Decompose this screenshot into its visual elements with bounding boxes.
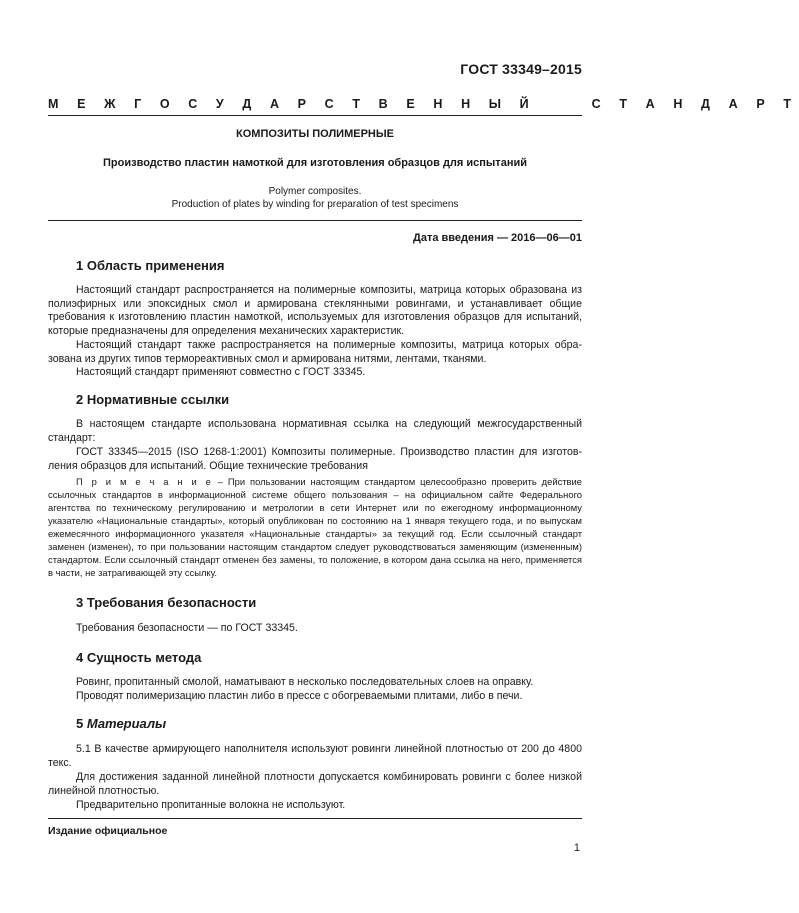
english-title-line-1: Polymer composites. — [268, 186, 362, 197]
section-2-heading: 2 Нормативные ссылки — [76, 392, 230, 407]
standard-subtitle: Производство пластин намоткой для изготовления образцов для испытаний — [103, 157, 527, 169]
standard-title: КОМПОЗИТЫ ПОЛИМЕРНЫЕ — [236, 128, 394, 140]
header-divider — [48, 115, 582, 116]
footer-divider — [48, 818, 582, 819]
section-5-heading-text: Материалы — [86, 716, 167, 731]
section-4-paragraph-1: Ровинг, пропитанный смолой, наматывают в несколько последовательных слоев на оправку. — [76, 676, 534, 688]
english-title-line-2: Production of plates by winding for preparation of test specimens — [171, 199, 459, 210]
section-4-paragraph-2: Проводят полимеризацию пластин либо в прессе с обогреваемыми плитами, либо в печи. — [76, 690, 523, 702]
document-number: ГОСТ 33349–2015 — [460, 61, 582, 77]
section-1-paragraph-1: Настоящий стандарт распространяется на полимерные композиты, матрица которых образована из полиэфирных или эпоксидных смол и армирована стеклянными ровингами, и устанавливает общие требования к изготовлению пластин намоткой, используемых для изготовления образцов для испытаний, которые предназначены для определения механических характеристик. — [48, 284, 582, 337]
edition-label: Издание официальное — [48, 825, 168, 837]
section-2-note — [48, 475, 582, 579]
section-5-paragraph-3: Предварительно пропитанные волокна не используют. — [76, 799, 346, 811]
section-2-paragraph-1: В настоящем стандарте использована нормативная ссылка на следующий межгосударственный стандарт: — [48, 418, 582, 444]
section-5-paragraph-2: Для достижения заданной линейной плотности допускается комбинировать ровинги с более низкой линейной плотностью. — [48, 771, 582, 797]
section-5-heading-number: 5 — [76, 716, 87, 731]
title-divider — [48, 220, 582, 221]
note-text: – При пользовании настоящим стандартом целесообразно проверить действие ссылочных стандартов в информационной системе общего пользования – на официальном сайте Федерального агентства по техническому регулированию и метрологии в сети Интернет или по ежегодному информационному указателю «Национальные стандарты», который опубликован по состоянию на 1 января текущего года, и по выпускам ежемесячного информационного указателя «Национальные стандарты» за текущий год. Если ссылочный стандарт заменен (изменен), то при пользовании настоящим стандартом следует руководствоваться заменяющим (измененным) стандартом. Если ссылочный стандарт отменен без замены, то положение, в котором дана ссылка на него, применяется в части, не затрагивающей эту ссылку. — [48, 476, 582, 578]
section-1-heading: 1 Область применения — [76, 258, 225, 273]
section-1-paragraph-2: Настоящий стандарт также распространяется на полимерные композиты, матрица которых образована из других типов термореактивных смол и армирована нитями, лентами, тканями. — [48, 339, 582, 365]
section-4-heading: 4 Сущность метода — [76, 650, 202, 665]
section-5-paragraph-1: 5.1 В качестве армирующего наполнителя используют ровинги линейной плотностью от 200 до 4800 текс. — [48, 743, 582, 769]
section-2-reference: ГОСТ 33345—2015 (ISO 1268-1:2001) Композиты полимерные. Производство пластин для изготовления образцов для испытаний. Общие технические требования — [48, 446, 582, 472]
section-3-heading: 3 Требования безопасности — [76, 595, 257, 610]
introduction-date: Дата введения — 2016—06—01 — [413, 232, 582, 244]
section-5-heading — [76, 716, 166, 731]
page-number: 1 — [573, 842, 580, 854]
section-3-paragraph-1: Требования безопасности — по ГОСТ 33345. — [76, 622, 298, 634]
note-label: П р и м е ч а н и е — [76, 476, 213, 487]
section-1-paragraph-3: Настоящий стандарт применяют совместно с ГОСТ 33345. — [76, 366, 366, 378]
english-title — [0, 185, 630, 211]
interstate-standard-label: М Е Ж Г О С У Д А Р С Т В Е Н Н Ы Й С Т А Н Д А Р Т — [48, 97, 799, 111]
